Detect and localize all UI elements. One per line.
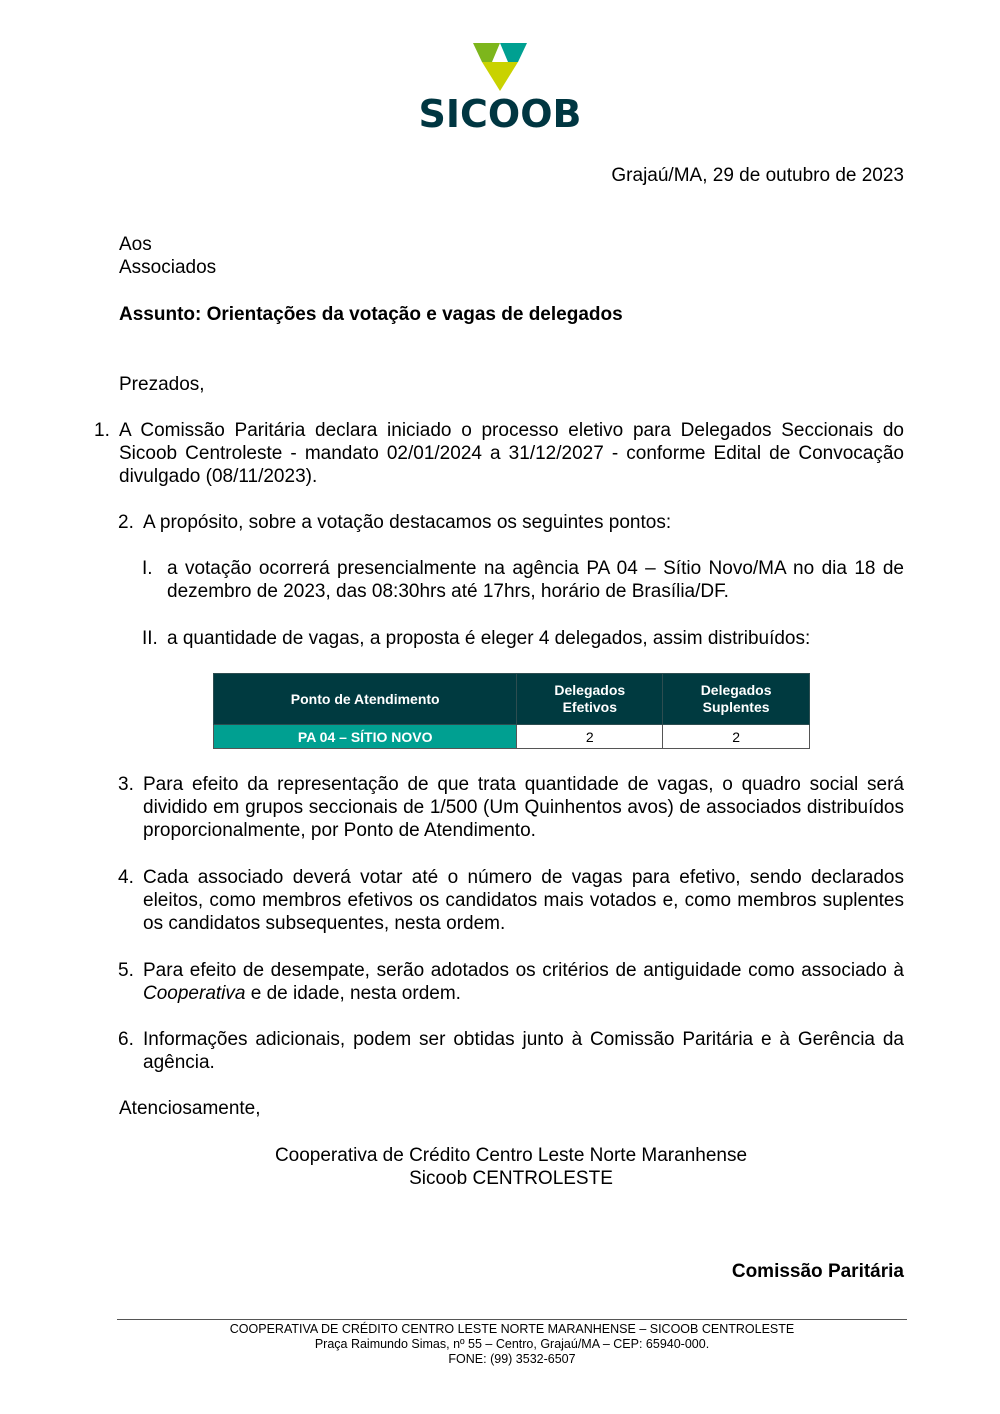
item-6 — [118, 1028, 904, 1074]
item-1 — [94, 419, 904, 488]
footer — [117, 1322, 907, 1367]
item-3 — [118, 773, 904, 842]
organization-short-name: Sicoob CENTROLESTE — [409, 1168, 613, 1189]
footer-line: COOPERATIVA DE CRÉDITO CENTRO LESTE NORTE MARANHENSE – SICOOB CENTROLESTE — [229, 1322, 795, 1336]
header-text: Efetivos — [562, 699, 618, 715]
item-number: 4. — [118, 867, 134, 888]
header-text: Suplentes — [702, 699, 770, 715]
subitem-number: I. — [142, 558, 153, 579]
item-4 — [118, 866, 904, 935]
item-text — [143, 960, 904, 1004]
item-number: 1. — [94, 420, 110, 441]
subitem-text: a quantidade de vagas, a proposta é eleger 4 delegados, assim distribuídos: — [167, 628, 811, 649]
item-2 — [118, 511, 672, 534]
subitem-i — [142, 557, 904, 603]
table-header-row — [214, 674, 810, 725]
header-text: Ponto de Atendimento — [290, 690, 440, 707]
subitem-text: a votação ocorrerá presencialmente na agência PA 04 – Sítio Novo/MA no dia 18 de dezembro de 2023, das 08:30hrs até 17hrs, horário de Brasília/DF. — [167, 558, 904, 602]
sicoob-wordmark: SICOOB — [418, 92, 582, 136]
item-text: Informações adicionais, podem ser obtidas junto à Comissão Paritária e à Gerência da agência. — [143, 1029, 904, 1073]
place-date: Grajaú/MA, 29 de outubro de 2023 — [611, 165, 904, 186]
item-number: 2. — [118, 512, 134, 533]
item-text: A propósito, sobre a votação destacamos os seguintes pontos: — [143, 512, 672, 533]
footer-divider — [117, 1319, 907, 1320]
signature: Comissão Paritária — [731, 1261, 904, 1282]
sicoob-triangle-icon — [418, 42, 582, 94]
footer-line: Praça Raimundo Simas, nº 55 – Centro, Grajaú/MA – CEP: 65940-000. — [314, 1337, 710, 1351]
footer-line: FONE: (99) 3532-6507 — [448, 1352, 576, 1366]
cell-suplentes: 2 — [663, 725, 810, 749]
closing: Atenciosamente, — [119, 1098, 261, 1119]
recipient — [119, 233, 216, 279]
item-number: 6. — [118, 1029, 134, 1050]
item-text-part: Para efeito de desempate, serão adotados os critérios de antiguidade como associado à — [143, 960, 904, 981]
item-text: A Comissão Paritária declara iniciado o processo eletivo para Delegados Seccionais do Sicoob Centroleste - mandato 02/01/2024 a 31/12/2027 - conforme Edital de Convocação divulgado (08/11/2023). — [119, 420, 904, 487]
table-row — [214, 725, 810, 749]
header-text: Delegados — [700, 682, 772, 698]
subitem-number: II. — [142, 628, 158, 649]
header-delegados-efetivos — [517, 674, 663, 725]
recipient-line: Associados — [119, 257, 217, 278]
header-ponto-atendimento — [214, 674, 517, 725]
recipient-line: Aos — [119, 234, 152, 255]
header-delegados-suplentes — [663, 674, 810, 725]
item-text: Para efeito da representação de que trata quantidade de vagas, o quadro social será dividido em grupos seccionais de 1/500 (Um Quinhentos avos) de associados distribuídos proporcionalmente, por Ponto de Atendimento. — [143, 774, 904, 841]
item-text-part: e de idade, nesta ordem. — [245, 983, 461, 1004]
item-number: 3. — [118, 774, 134, 795]
cell-ponto: PA 04 – SÍTIO NOVO — [214, 725, 517, 749]
greeting: Prezados, — [119, 374, 205, 395]
organization — [260, 1144, 762, 1190]
item-text-italic: Cooperativa — [143, 983, 246, 1004]
item-5 — [118, 959, 904, 1005]
vagas-table — [213, 673, 810, 749]
header-text: Delegados — [554, 682, 626, 698]
item-text: Cada associado deverá votar até o número de vagas para efetivo, sendo declarados eleitos, como membros efetivos os candidatos mais votados e, como membros suplentes os candidatos subsequentes, nesta ordem. — [143, 867, 904, 934]
item-number: 5. — [118, 960, 134, 981]
sicoob-logo — [418, 42, 582, 136]
subject: Assunto: Orientações da votação e vagas de delegados — [119, 304, 623, 325]
organization-name: Cooperativa de Crédito Centro Leste Norte Maranhense — [274, 1145, 748, 1166]
cell-efetivos: 2 — [517, 725, 663, 749]
subitem-ii — [142, 627, 811, 650]
